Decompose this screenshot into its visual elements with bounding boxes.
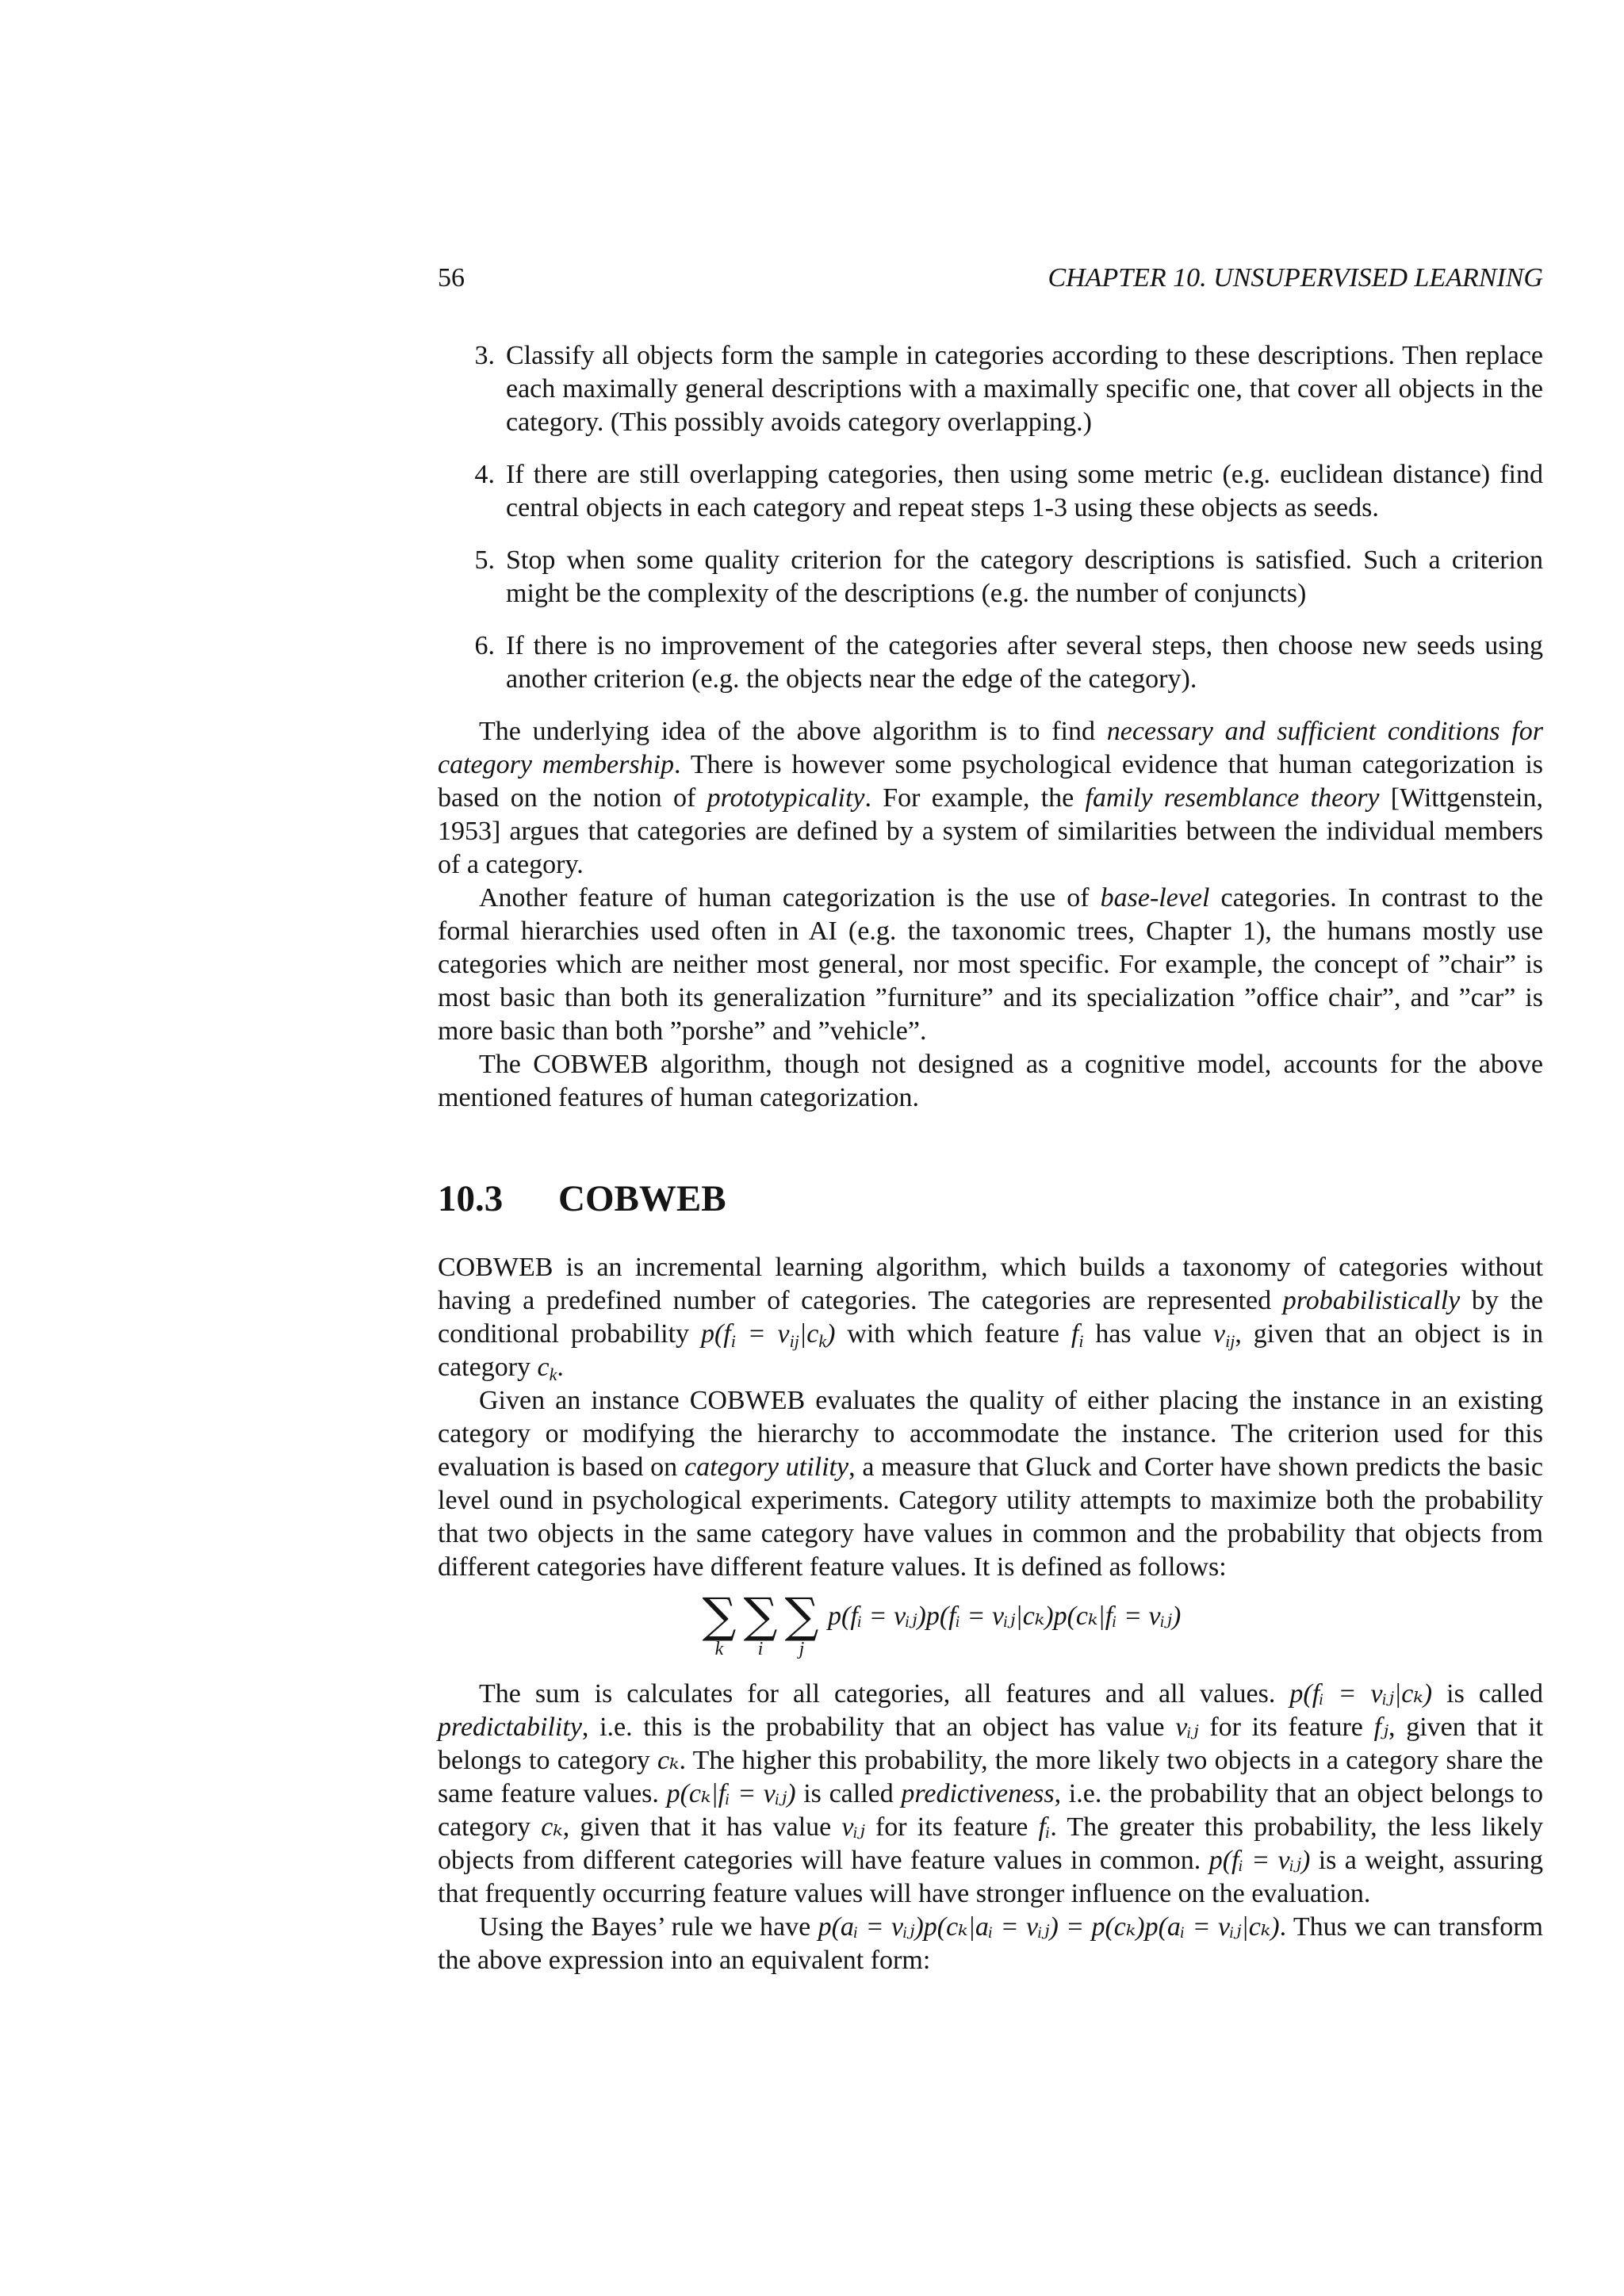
algorithm-steps: [438, 339, 1543, 696]
sum-j: ∑ j: [784, 1588, 819, 1659]
category-utility-equation: [438, 1590, 1543, 1670]
paragraph-base-level: Another feature of human categorization is the use of base-level categories. In contrast to the formal hierarchies used often in AI (e.g. the taxonomic trees, Chapter 1), the humans mostly use categories which are neither most general, nor most specific. For example, the concept of ”chair” is most basic than both its generalization ”furniture” and its specialization ”office chair”, and ”car” is more basic than both ”porshe” and ”vehicle”.: [438, 883, 1543, 1046]
list-item: [438, 458, 1543, 525]
list-item-text: Stop when some quality criterion for the category descriptions is satisfied. Such a criterion might be the complexity of the descriptions (e.g. the number of conjuncts): [506, 545, 1543, 608]
sum-i: ∑ i: [743, 1588, 778, 1659]
list-item-number: 5.: [474, 545, 495, 575]
section-number: 10.3: [438, 1178, 504, 1219]
running-head: CHAPTER 10. UNSUPERVISED LEARNING: [1048, 263, 1543, 293]
paragraph-predictability: The sum is calculates for all categories, all features and all values. p(fᵢ = vᵢⱼ|cₖ) is called predictability, i.e. this is the probability that an object has value vᵢⱼ for its feature fⱼ, given that it belongs to category cₖ. The higher this probability, the more likely two objects in a category share the same feature values. p(cₖ|fᵢ = vᵢⱼ) is called predictiveness, i.e. the probability that an object belongs to category cₖ, given that it has value vᵢⱼ for its feature fᵢ. The greater this probability, the less likely objects from different categories will have feature values in common. p(fᵢ = vᵢⱼ) is a weight, assuring that frequently occurring feature values will have stronger influence on the evaluation.: [438, 1679, 1544, 1908]
paragraph-bayes-rule: Using the Bayes’ rule we have p(aᵢ = vᵢⱼ)p(cₖ|aᵢ = vᵢⱼ) = p(cₖ)p(aᵢ = vᵢⱼ|cₖ). Thus we can transform the above expression into an equivalent form:: [438, 1912, 1543, 1975]
list-item-number: 4.: [474, 460, 495, 489]
paragraph-cobweb-definition: COBWEB is an incremental learning algorithm, which builds a taxonomy of categories without having a predefined number of categories. The categories are represented probabilistically by the conditional probability $p(f_i = v_{ij}|c_k)$ with which feature $f_i$ has value $v_{ij}$, given that an object is in category $c_k$.: [438, 1253, 1543, 1384]
page: [438, 262, 1543, 1977]
list-item: [438, 629, 1543, 696]
paragraph-cobweb-intro: The COBWEB algorithm, though not designed as a cognitive model, accounts for the above mentioned features of human categorization.: [438, 1050, 1543, 1112]
list-item: [438, 339, 1543, 439]
list-item-number: 6.: [474, 631, 495, 660]
list-item-text: If there are still overlapping categories, then using some metric (e.g. euclidean distance) find central objects in each category and repeat steps 1-3 using these objects as seeds.: [506, 460, 1543, 522]
list-item-text: If there is no improvement of the categories after several steps, then choose new seeds using another criterion (e.g. the objects near the edge of the category).: [506, 631, 1543, 694]
paragraph-underlying-idea: The underlying idea of the above algorithm is to find necessary and sufficient conditions for category membership. There is however some psychological evidence that human categorization is based on the notion of prototypicality. For example, the family resemblance theory [Wittgenstein, 1953] argues that categories are defined by a system of similarities between the individual members of a category.: [438, 717, 1543, 879]
list-item: [438, 544, 1543, 610]
page-number: 56: [438, 263, 465, 293]
list-item-number: 3.: [474, 341, 495, 370]
paragraph-category-utility: Given an instance COBWEB evaluates the quality of either placing the instance in an existing category or modifying the hierarchy to accommodate the instance. The criterion used for this evaluation is based on category utility, a measure that Gluck and Corter have shown predicts the basic level ound in psychological experiments. Category utility attempts to maximize both the probability that two objects in the same category have values in common and the probability that objects from different categories have different feature values. It is defined as follows:: [438, 1386, 1543, 1582]
section-heading: [438, 1177, 1543, 1221]
equation-body: p(fᵢ = vᵢⱼ)p(fᵢ = vᵢⱼ|cₖ)p(cₖ|fᵢ = vᵢⱼ): [828, 1601, 1182, 1631]
sum-k: ∑ k: [702, 1588, 737, 1659]
list-item-text: Classify all objects form the sample in categories according to these descriptions. Then replace each maximally general descriptions with a maximally specific one, that cover all objects in the category. (This possibly avoids category overlapping.): [506, 341, 1543, 437]
section-title: COBWEB: [558, 1178, 726, 1219]
page-header: [438, 262, 1543, 295]
